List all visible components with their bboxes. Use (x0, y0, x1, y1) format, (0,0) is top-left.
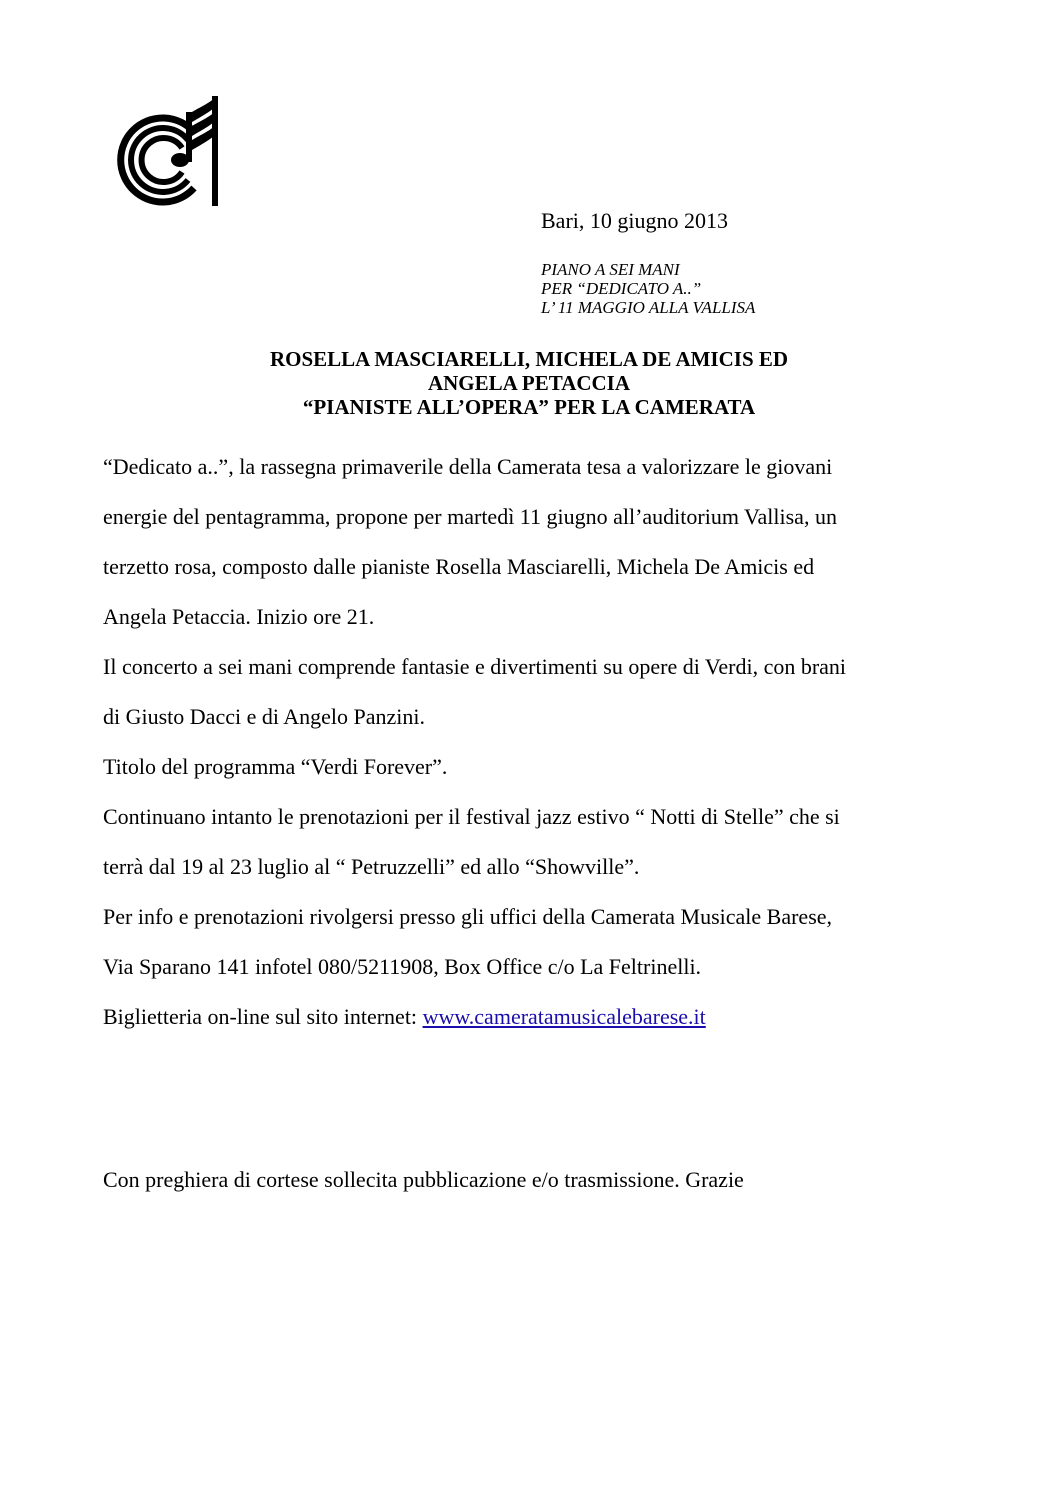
body-line: Continuano intanto le prenotazioni per il festival jazz estivo “ Notti di Stelle” che si (103, 804, 840, 829)
subtitle-line: PIANO A SEI MANI (541, 260, 680, 279)
body-paragraph (103, 442, 963, 992)
closing-note: Con preghiera di cortese sollecita pubblicazione e/o trasmissione. Grazie (103, 1167, 744, 1192)
body-line: Il concerto a sei mani comprende fantasie e divertimenti su opere di Verdi, con brani (103, 654, 847, 679)
body-line: terzetto rosa, composto dalle pianiste Rosella Masciarelli, Michela De Amicis ed (103, 554, 815, 579)
press-release-body (103, 442, 963, 1042)
body-line: energie del pentagramma, propone per martedì 11 giugno all’auditorium Vallisa, un (103, 504, 837, 529)
website-link[interactable]: www.cameratamusicalebarese.it (422, 1004, 706, 1029)
body-line: Via Sparano 141 infotel 080/5211908, Box Office c/o La Feltrinelli. (103, 954, 702, 979)
headline-line: “PIANISTE ALL’OPERA” PER LA CAMERATA (302, 395, 756, 419)
headline-line: ANGELA PETACCIA (427, 371, 631, 395)
body-line: Angela Petaccia. Inizio ore 21. (103, 604, 375, 629)
ticketing-label: Biglietteria on-line sul sito internet: (103, 1004, 423, 1029)
body-line: terrà dal 19 al 23 luglio al “ Petruzzelli” ed allo “Showville”. (103, 854, 640, 879)
headline (0, 347, 1058, 419)
body-line: “Dedicato a..”, la rassegna primaverile della Camerata tesa a valorizzare le giovani (103, 454, 833, 479)
ticketing-line (103, 992, 963, 1042)
subtitle-line: PER “DEDICATO A..” (541, 279, 702, 298)
subtitle-block (541, 260, 755, 317)
body-line: Per info e prenotazioni rivolgersi presso gli uffici della Camerata Musicale Barese, (103, 904, 833, 929)
document-date: Bari, 10 giugno 2013 (541, 208, 728, 233)
headline-line: ROSELLA MASCIARELLI, MICHELA DE AMICIS ED (269, 347, 789, 371)
body-line: di Giusto Dacci e di Angelo Panzini. (103, 704, 425, 729)
body-line: Titolo del programma “Verdi Forever”. (103, 754, 448, 779)
camerata-logo (116, 92, 226, 214)
subtitle-line: L’ 11 MAGGIO ALLA VALLISA (541, 298, 756, 317)
